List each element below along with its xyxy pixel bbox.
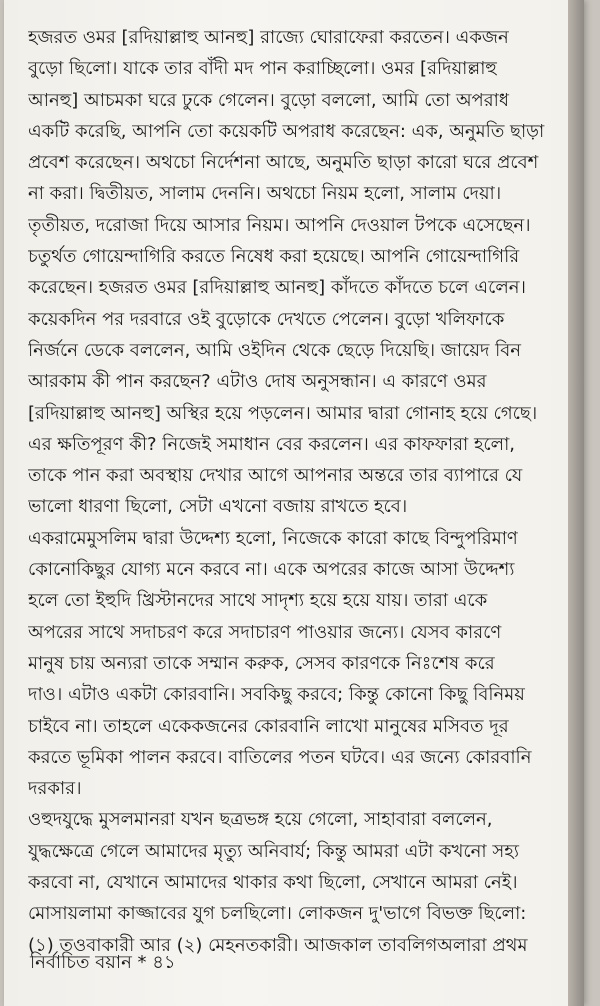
text-line: (১) তওবাকারী আর (২) মেহনতকারী। আজকাল তাবলিগঅলারা প্রথম bbox=[28, 934, 528, 956]
text-line: মানুষ চায় অন্যরা তাকে সম্মান করুক, সেসব কারণকে নিঃশেষ করে bbox=[28, 652, 495, 674]
text-line: একরামেমুসলিম দ্বারা উদ্দেশ্য হলো, নিজেকে কারো কাছে বিন্দুপরিমাণ bbox=[28, 527, 518, 549]
text-line: করতে ভূমিকা পালন করবে। বাতিলের পতন ঘটবে। এর জন্যে কোরবানি bbox=[28, 746, 532, 768]
text-line: অপরের সাথে সদাচরণ করে সদাচারণ পাওয়ার জন্যে। যেসব কারণে bbox=[28, 621, 502, 643]
text-line: চাইবে না। তাহলে একেকজনের কোরবানি লাখো মানুষের মসিবত দূর bbox=[28, 715, 509, 737]
text-line: [রদিয়াল্লাহু আনহু] অস্থির হয়ে পড়লেন। আমার দ্বারা গোনাহ হয়ে গেছে। bbox=[28, 402, 538, 424]
text-line: দাও। এটাও একটা কোরবানি। সবকিছু করবে; কিন্তু কোনো কিছু বিনিময় bbox=[28, 684, 525, 706]
paragraph-2 bbox=[28, 523, 578, 805]
page-body bbox=[28, 22, 578, 961]
text-line: ভালো ধারণা ছিলো, সেটা এখনো বজায় রাখতে হবে। bbox=[28, 496, 408, 518]
text-line: করবো না, যেখানে আমাদের থাকার কথা ছিলো, সেখানে আমরা নেই। bbox=[28, 872, 518, 894]
text-line: এর ক্ষতিপূরণ কী? নিজেই সমাধান বের করলেন। এর কাফফারা হলো, bbox=[28, 433, 516, 455]
text-line: আরকাম কী পান করছেন? এটাও দোষ অনুসন্ধান। এ কারণে ওমর bbox=[28, 371, 487, 393]
text-line: যুদ্ধক্ষেত্রে গেলে আমাদের মৃত্যু অনিবার্য; কিন্তু আমরা এটা কখনো সহ্য bbox=[28, 840, 519, 862]
text-line: তাকে পান করা অবস্থায় দেখার আগে আপনার অন্তরে তার ব্যাপারে যে bbox=[28, 465, 523, 487]
page-footer: নির্বাচিত বয়ান * ৪১ bbox=[30, 952, 176, 973]
paragraph-1 bbox=[28, 22, 578, 523]
text-line: হজরত ওমর [রদিয়াল্লাহু আনহু] রাজ্যে ঘোরাফেরা করতেন। একজন bbox=[28, 27, 509, 48]
text-line: একটি করেছি, আপনি তো কয়েকটি অপরাধ করেছেন: এক, অনুমতি ছাড়া bbox=[28, 120, 545, 142]
text-line: নির্জনে ডেকে বললেন, আমি ওইদিন থেকে ছেড়ে দিয়েছি। জায়েদ বিন bbox=[28, 339, 522, 361]
text-line: বুড়ো ছিলো। যাকে তার বাঁদী মদ পান করাচ্ছিলো। ওমর [রদিয়াল্লাহু bbox=[28, 58, 497, 80]
text-line: কোনোকিছুর যোগ্য মনে করবে না। একে অপরের কাজে আসা উদ্দেশ্য bbox=[28, 559, 515, 581]
text-line: প্রবেশ করেছেন। অথচো নির্দেশনা আছে, অনুমতি ছাড়া কারো ঘরে প্রবেশ bbox=[28, 152, 539, 174]
text-line: ওহুদযুদ্ধে মুসলমানরা যখন ছত্রভঙ্গ হয়ে গেলো, সাহাবারা বললেন, bbox=[28, 809, 493, 831]
text-line: তৃতীয়ত, দরোজা দিয়ে আসার নিয়ম। আপনি দেওয়াল টপকে এসেছেন। bbox=[28, 214, 531, 236]
text-line: আনহু] আচমকা ঘরে ঢুকে গেলেন। বুড়ো বললো, আমি তো অপরাধ bbox=[28, 89, 509, 111]
book-spine-shadow bbox=[568, 0, 584, 1006]
text-line: করেছেন। হজরত ওমর [রদিয়াল্লাহু আনহু] কাঁদতে কাঁদতে চলে এলেন। bbox=[28, 277, 526, 299]
text-line: দরকার। bbox=[28, 778, 82, 800]
text-line: হলে তো ইহুদি খ্রিস্টানদের সাথে সাদৃশ্য হয়ে হয়ে যায়। তারা একে bbox=[28, 590, 488, 612]
book-page bbox=[4, 0, 584, 1006]
text-line: না করা। দ্বিতীয়ত, সালাম দেননি। অথচো নিয়ম হলো, সালাম দেয়া। bbox=[28, 183, 502, 205]
text-line: মোসায়লামা কাজ্জাবের যুগ চলছিলো। লোকজন দু'ভাগে বিভক্ত ছিলো: bbox=[28, 903, 527, 925]
text-line: কয়েকদিন পর দরবারে ওই বুড়োকে দেখতে পেলেন। বুড়ো খলিফাকে bbox=[28, 308, 505, 330]
text-line: চতুর্থত গোয়েন্দাগিরি করতে নিষেধ করা হয়েছে। আপনি গোয়েন্দাগিরি bbox=[28, 246, 520, 268]
paragraph-3 bbox=[28, 804, 578, 898]
